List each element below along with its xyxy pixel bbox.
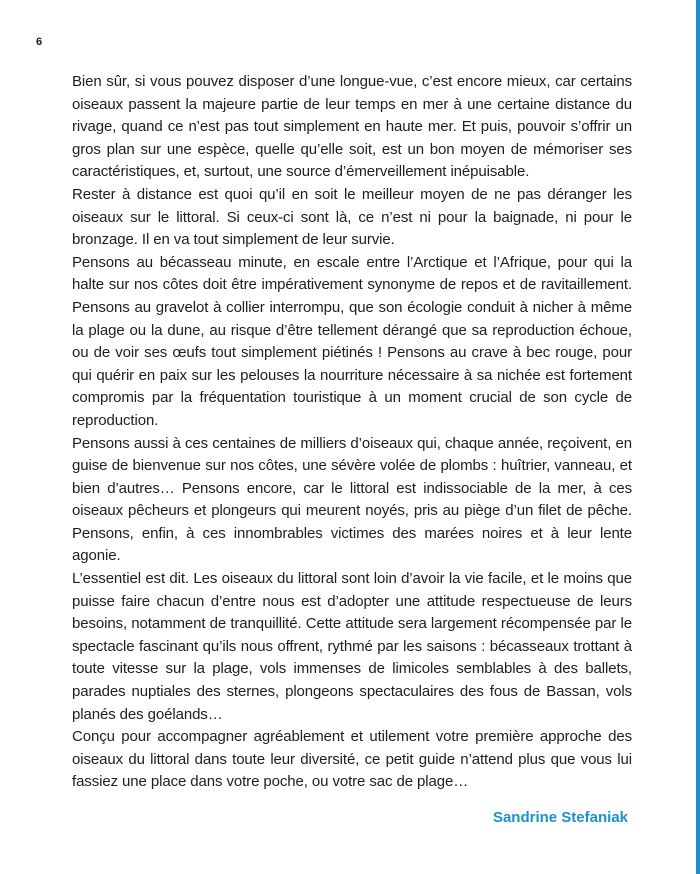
paragraph: Pensons aussi à ces centaines de milliers d’oiseaux qui, chaque année, reçoivent, en guise de bienvenue sur nos côtes, une sévère volée de plombs : huîtrier, vanneau, et bien d’autres… Pensons encore, car le littoral est indissociable de la mer, à ces oiseaux pêcheurs et plongeurs qui meurent noyés, pris au piège d’un filet de pêche. Pensons, enfin, à ces innombrables victimes des marées noires et à leur lente agonie. xyxy=(72,434,632,565)
page-number: 6 xyxy=(36,36,43,48)
body-text xyxy=(72,71,632,794)
page-edge-bar xyxy=(696,0,700,874)
author-signature: Sandrine Stefaniak xyxy=(492,809,628,826)
paragraph: Pensons au bécasseau minute, en escale entre l’Arctique et l’Afrique, pour qui la halte sur nos côtes doit être impérativement synonyme de repos et de ravitaillement. Pensons au gravelot à collier interrompu, que son écologie conduit à nicher à même la plage ou la dune, au risque d’être tellement dérangé que sa reproduction échoue, ou de voir ses œufs tout simplement piétinés ! Pensons au crave à bec rouge, pour qui quérir en paix sur les pelouses la nourriture nécessaire à sa nichée est fortement compromis par la fréquentation touristique à un moment crucial de son cycle de reproduction. xyxy=(72,253,632,429)
paragraph: Rester à distance est quoi qu’il en soit le meilleur moyen de ne pas déranger les oiseaux sur le littoral. Si ceux-ci sont là, ce n’est ni pour la baignade, ni pour le bronzage. Il en va tout simplement de leur survie. xyxy=(72,185,632,249)
paragraph: Conçu pour accompagner agréablement et utilement votre première approche des oiseaux du littoral dans toute leur diversité, ce petit guide n’attend plus que vous lui fassiez une place dans votre poche, ou votre sac de plage… xyxy=(72,728,632,791)
paragraph: Bien sûr, si vous pouvez disposer d’une longue-vue, c’est encore mieux, car certains oiseaux passent la majeure partie de leur temps en mer à une certaine distance du rivage, quand ce n’est pas tout simplement en haute mer. Et puis, pouvoir s’offrir un gros plan sur une espèce, quelle qu’elle soit, est un bon moyen de mémoriser ses caractéristiques, et, surtout, une source d’émerveillement inépuisable. xyxy=(72,73,632,181)
paragraph: L’essentiel est dit. Les oiseaux du littoral sont loin d’avoir la vie facile, et le moins que puisse faire chacun d’entre nous est d’adopter une attitude respectueuse de leurs besoins, notamment de tranquillité. Cette attitude sera largement récompensée par le spectacle fascinant qu’ils nous offrent, rythmé par les saisons : bécasseaux trottant à toute vitesse sur la plage, vols immenses de limicoles semblables à des ballets, parades nuptiales des sternes, plongeons spectaculaires des fous de Bassan, vols planés des goélands… xyxy=(72,570,632,723)
